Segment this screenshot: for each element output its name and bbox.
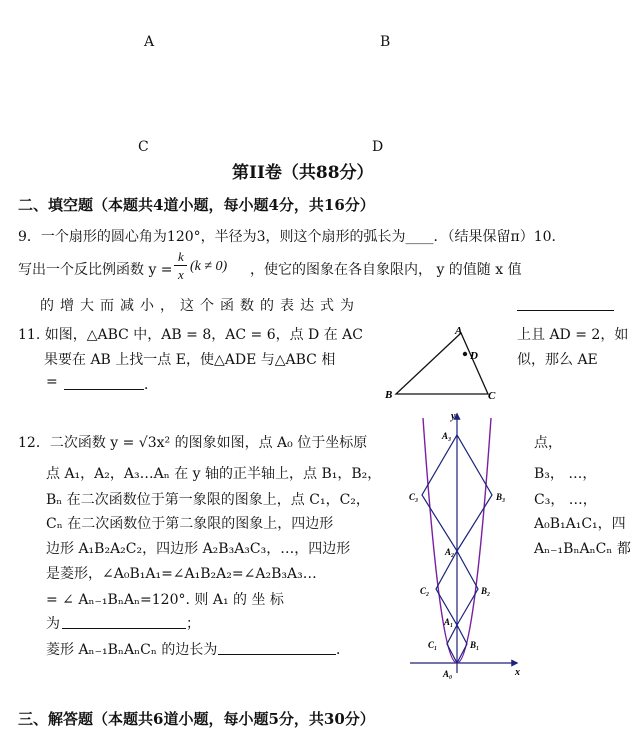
fig12-label-a3: A₃ [442, 431, 452, 441]
q12-line9: 菱形 Aₙ₋₁BₙAₙCₙ 的边长为 [46, 642, 218, 658]
option-b-label: B [380, 34, 391, 50]
q10-frac-den: x [178, 267, 184, 282]
q10-frac-bar [174, 265, 187, 266]
parabola-rhombus-figure [405, 408, 527, 682]
q12-line6: 是菱形，∠A₀B₁A₁=∠A₁B₂A₂=∠A₂B₃A₃… [46, 566, 317, 582]
q11-line2-right: 似，那么 AE [517, 352, 598, 368]
fig12-label-a0: A₀ [443, 669, 453, 679]
tri-label-b: B [385, 389, 393, 401]
q12-line7: = ∠ Aₙ₋₁BₙAₙ=120°. 则 A₁ 的 坐 标 [46, 592, 284, 608]
triangle-figure [380, 322, 500, 404]
q11-line2: 果要在 AB 上找一点 E，使△ADE 与△ABC 相 [44, 352, 336, 368]
fig12-label-b2: B₂ [481, 586, 491, 596]
q12-line9-end: ． [336, 642, 350, 658]
q12-line8-end: ； [186, 616, 200, 632]
q12-answer1-blank[interactable] [62, 614, 186, 629]
q12-line4-right: A₀B₁A₁C₁，四 [534, 516, 626, 532]
q12-line5-right: Aₙ₋₁BₙAₙCₙ 都 [534, 541, 631, 557]
q12-line2: 点 A₁，A₂，A₃…Aₙ 在 y 轴的正半轴上，点 B₁，B₂， [46, 466, 382, 482]
q12-line2-right: B₃， …， [534, 466, 597, 482]
fig12-label-a2: A₂ [445, 547, 455, 557]
q12-line8: 为 [46, 616, 60, 632]
triangle-abc [396, 333, 488, 394]
q12-line1: 12．二次函数 y = √3x² 的图象如图，点 A₀ 位于坐标原 [18, 435, 368, 451]
fig12-label-x: x [515, 667, 520, 678]
q12-line4: Cₙ 在二次函数位于第二象限的图象上，四边形 [46, 516, 334, 532]
part-title: 第II卷（共88分） [232, 163, 374, 183]
point-d-dot [463, 352, 467, 356]
fig12-label-c2: C₂ [420, 586, 430, 596]
option-c-label: C [138, 139, 149, 155]
fig12-label-b1: B₁ [470, 640, 480, 650]
q12-line5: 边形 A₁B₂A₂C₂，四边形 A₂B₃A₃C₃，…，四边形 [46, 541, 351, 557]
option-d-label: D [372, 139, 384, 155]
q10-answer-blank[interactable] [517, 296, 614, 311]
tri-label-d: D [470, 350, 478, 362]
q10-line2: 的增大而减小，这个函数的表达式为 [40, 298, 360, 314]
fig12-label-c1: C₁ [428, 640, 438, 650]
tri-label-a: A [455, 325, 463, 337]
section3-title: 三、解答题（本题共6道小题，每小题5分，共30分） [18, 710, 375, 728]
option-a-label: A [144, 34, 155, 50]
fig12-label-y: y [451, 411, 456, 422]
q10-line1-a: 写出一个反比例函数 y = [18, 262, 173, 278]
q12-line3-right: C₃， …， [534, 492, 597, 508]
q12-line3: Bₙ 在二次函数位于第一象限的图象上，点 C₁，C₂， [46, 492, 370, 508]
fig12-label-c3: C₃ [409, 492, 419, 502]
q11-line3-end: ． [144, 377, 158, 393]
q9-text: 9．一个扇形的圆心角为120°，半径为3，则这个扇形的弧长为____．（结果保留π）10． [18, 229, 566, 245]
q10-condition: (k ≠ 0) [190, 259, 228, 274]
q11-line1-right: 上且 AD = 2，如 [517, 327, 629, 343]
q10-frac-num: k [178, 249, 184, 264]
q12-line1-right: 点， [534, 435, 562, 451]
fig12-label-b3: B₃ [496, 492, 506, 502]
q12-answer2-blank[interactable] [218, 640, 336, 655]
q11-answer-blank[interactable] [64, 375, 144, 390]
q11-line1: 11. 如图，△ABC 中，AB = 8，AC = 6，点 D 在 AC [18, 327, 363, 343]
q10-line1-b: ，使它的图象在各自象限内， y 的值随 x 值 [250, 262, 522, 278]
section2-title: 二、填空题（本题共4道小题，每小题4分，共16分） [18, 196, 375, 214]
fig12-label-a1: A₁ [444, 617, 454, 627]
tri-label-c: C [488, 390, 496, 402]
q11-line3: = [46, 374, 58, 390]
